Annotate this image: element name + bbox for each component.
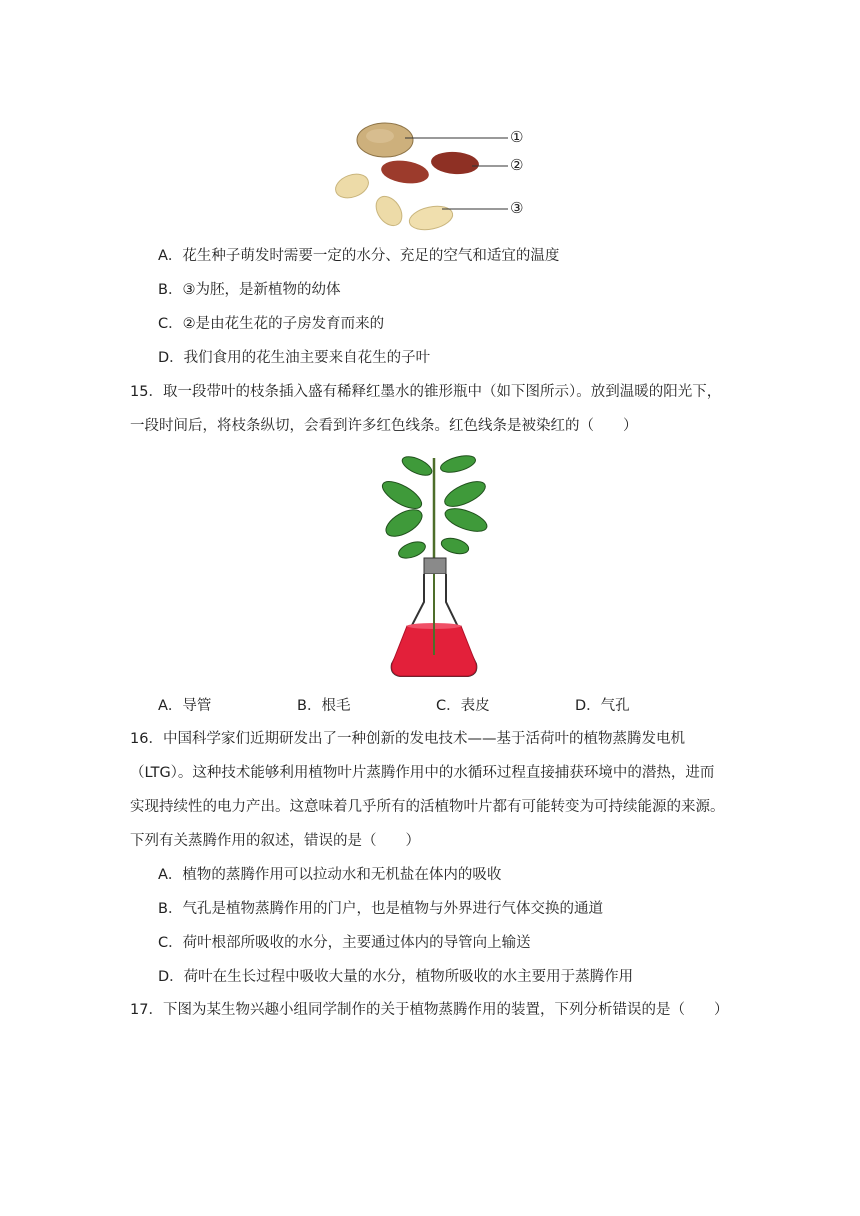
label-3: ③ bbox=[510, 199, 524, 217]
q14-option-b: B．③为胚，是新植物的幼体 bbox=[158, 282, 341, 298]
q15-option-a: A．导管 bbox=[158, 698, 212, 714]
q15-option-b: B．根毛 bbox=[297, 698, 351, 714]
q14-option-d: D．我们食用的花生油主要来自花生的子叶 bbox=[158, 350, 431, 366]
plant-flask-figure bbox=[362, 450, 502, 686]
q16-text-line-3: 实现持续性的电力产出。这意味着几乎所有的活植物叶片都有可能转变为可持续能源的来源。 bbox=[130, 799, 725, 815]
q15-text-line-1: 15．取一段带叶的枝条插入盛有稀释红墨水的锥形瓶中（如下图所示）。放到温暖的阳光下， bbox=[130, 384, 722, 400]
q15-text-line-2: 一段时间后，将枝条纵切，会看到许多红色线条。红色线条是被染红的（ ） bbox=[130, 418, 638, 434]
q16-option-c: C．荷叶根部所吸收的水分，主要通过体内的导管向上输送 bbox=[158, 935, 531, 951]
peanut-seed-illustration bbox=[322, 116, 542, 236]
label-1: ① bbox=[510, 128, 524, 146]
q16-text-line-1: 16．中国科学家们近期研发出了一种创新的发电技术——基于活荷叶的植物蒸腾发电机 bbox=[130, 731, 685, 747]
plant-in-flask-illustration bbox=[362, 450, 502, 686]
q15-option-c: C．表皮 bbox=[436, 698, 490, 714]
q16-text-line-2: （LTG）。这种技术能够利用植物叶片蒸腾作用中的水循环过程直接捕获环境中的潜热，进而 bbox=[130, 765, 715, 781]
q16-text-line-4: 下列有关蒸腾作用的叙述，错误的是（ ） bbox=[130, 833, 420, 849]
q16-option-d: D．荷叶在生长过程中吸收大量的水分，植物所吸收的水主要用于蒸腾作用 bbox=[158, 969, 634, 985]
q14-option-c: C．②是由花生花的子房发育而来的 bbox=[158, 316, 385, 332]
q14-option-a: A．花生种子萌发时需要一定的水分、充足的空气和适宜的温度 bbox=[158, 248, 560, 264]
peanut-figure bbox=[322, 116, 542, 236]
q16-option-a: A．植物的蒸腾作用可以拉动水和无机盐在体内的吸收 bbox=[158, 867, 502, 883]
q15-option-d: D．气孔 bbox=[575, 698, 630, 714]
q16-option-b: B．气孔是植物蒸腾作用的门户，也是植物与外界进行气体交换的通道 bbox=[158, 901, 603, 917]
q17-text-line-1: 17．下图为某生物兴趣小组同学制作的关于植物蒸腾作用的装置，下列分析错误的是（ ） bbox=[130, 1002, 729, 1018]
label-2: ② bbox=[510, 156, 524, 174]
